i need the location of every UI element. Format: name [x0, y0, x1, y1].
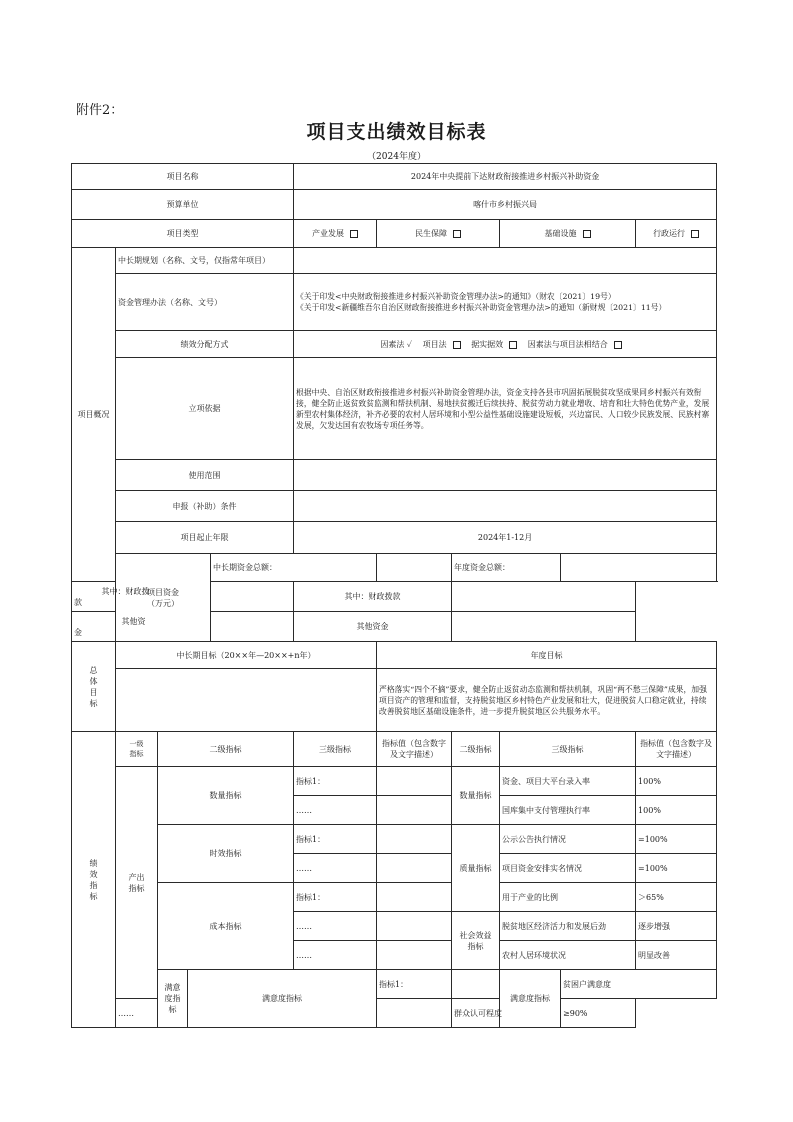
right-item-name: 群众认可程度: [452, 999, 561, 1028]
basis-label: 立项依据: [116, 358, 294, 460]
quantity-item-1: 指标1：: [294, 767, 377, 796]
period-value[interactable]: 2024年1-12月: [294, 522, 717, 554]
right-satisfaction-label: 满意度指标: [500, 970, 561, 1028]
satisfaction-item-more: ……: [116, 999, 158, 1028]
funds-method-value[interactable]: 《关于印发<中央财政衔接推进乡村振兴补助资金管理办法>的通知》（财农〔2021〕19号） 《关于印发<新疆维吾尔自治区财政衔接推进乡村振兴补助资金管理办法>的通知（新财规〔2021〕11号）: [294, 274, 717, 331]
project-overview-label: 项目概况: [72, 248, 116, 582]
level3-header: 三级指标: [294, 732, 377, 767]
cost-item-more-value[interactable]: [377, 912, 452, 941]
type-option-infrastructure[interactable]: 基础设施: [500, 220, 636, 248]
mid-fiscal-value[interactable]: [211, 582, 294, 612]
allocation-option-project[interactable]: 项目法: [423, 340, 461, 349]
right-quality-label: 质量指标: [452, 825, 500, 912]
right-item-name: 公示公告执行情况: [500, 825, 636, 854]
checkbox-icon: [509, 341, 517, 349]
year-goal-label: 年度目标: [377, 642, 717, 669]
satisfaction-indicator-label: 满意度指标: [188, 970, 377, 1028]
level2-header: 二级指标: [158, 732, 294, 767]
cost-item-more-2: ……: [294, 941, 377, 970]
plan-label: 中长期规划（名称、文号，仅指常年项目）: [116, 248, 294, 274]
right-item-name: 项目资金安排实名情况: [500, 854, 636, 883]
right-item-value[interactable]: =100%: [636, 825, 717, 854]
plan-value[interactable]: [294, 248, 717, 274]
scope-label: 使用范围: [116, 460, 294, 491]
timeliness-item-more: ……: [294, 854, 377, 883]
right-item-value[interactable]: 100%: [636, 796, 717, 825]
allocation-label: 绩效分配方式: [116, 331, 294, 358]
type-option-admin[interactable]: 行政运行: [636, 220, 717, 248]
overall-goals-label: 总 体 目 标: [72, 642, 116, 732]
mid-total-value[interactable]: [377, 554, 452, 582]
year-label: （2024年度）: [367, 152, 426, 162]
right-social-label: 社会效益 指标: [452, 912, 500, 970]
timeliness-item-1-value[interactable]: [377, 825, 452, 854]
satisfaction-item-more-value[interactable]: [377, 999, 452, 1028]
mid-other-value[interactable]: [211, 612, 294, 642]
type-option-industry[interactable]: 产业发展: [294, 220, 377, 248]
budget-unit-label: 预算单位: [72, 190, 294, 220]
right-item-name: 资金、项目大平台录入率: [500, 767, 636, 796]
budget-unit-value: 喀什市乡村振兴局: [294, 190, 717, 220]
right-item-name: 贫困户满意度: [561, 970, 717, 999]
year-other-label: 其他资金: [294, 612, 452, 642]
mid-fiscal-label: 其中：财政拨 款: [72, 582, 158, 612]
right-item-value[interactable]: 逐步增强: [636, 912, 717, 941]
project-type-label: 项目类型: [72, 220, 294, 248]
allocation-option-combined[interactable]: 因素法与项目法相结合: [528, 340, 622, 349]
performance-table: [71, 163, 717, 1028]
mid-goal-value[interactable]: [116, 669, 377, 732]
indicators-label: 绩 效 指 标: [72, 732, 116, 1028]
checkbox-icon: [614, 341, 622, 349]
project-name-label: 项目名称: [72, 164, 294, 190]
value-header: 指标值（包含数字 及文字描述）: [377, 732, 452, 767]
level1-header: 一级 指标: [116, 732, 158, 767]
allocation-options: 因素法 ✓ 项目法 据实据效 因素法与项目法相结合: [294, 331, 717, 358]
right-value-header: 指标值（包含数字及文字描述）: [636, 732, 717, 767]
quantity-item-1-value[interactable]: [377, 767, 452, 796]
mid-total-label: 中长期资金总额：: [211, 554, 377, 582]
condition-label: 申报（补助）条件: [116, 491, 294, 522]
checkbox-icon: [453, 230, 461, 238]
year-total-value[interactable]: [561, 554, 717, 582]
timeliness-item-more-value[interactable]: [377, 854, 452, 883]
checkbox-icon: [453, 341, 461, 349]
cost-item-1: 指标1：: [294, 883, 377, 912]
checkbox-icon: [691, 230, 699, 238]
right-level2-header: 二级指标: [452, 732, 500, 767]
right-item-value[interactable]: 100%: [636, 767, 717, 796]
cost-item-more: ……: [294, 912, 377, 941]
year-fiscal-value[interactable]: [452, 582, 636, 612]
year-fiscal-label: 其中：财政拨款: [294, 582, 452, 612]
cost-item-1-value[interactable]: [377, 883, 452, 912]
right-level3-header: 三级指标: [500, 732, 636, 767]
cost-indicator-label: 成本指标: [158, 883, 294, 970]
condition-value[interactable]: [294, 491, 717, 522]
mid-other-label: 其他资 金: [72, 612, 158, 642]
funds-label: 项目资金 （万元）: [116, 554, 211, 642]
right-item-name: 脱贫地区经济活力和发展后劲: [500, 912, 636, 941]
right-quantity-label: 数量指标: [452, 767, 500, 825]
basis-text[interactable]: 根据中央、自治区财政衔接推进乡村振兴补助资金管理办法，资金支持各县市巩固拓展脱贫攻坚成果同乡村振兴有效衔接，健全防止返贫致贫监测和帮扶机制、易地扶贫搬迁后续扶持、脱贫劳动力就业增收、培育和壮大特色优势产业，发展新型农村集体经济，补齐必要的农村人居环境和小型公益性基础设施建设短板，兴边富民、人口较少民族发展、民族村寨发展，欠发达国有农牧场专项任务等。: [294, 358, 717, 460]
timeliness-item-1: 指标1：: [294, 825, 377, 854]
period-label: 项目起止年限: [116, 522, 294, 554]
cost-item-more-2-value[interactable]: [377, 941, 452, 970]
mid-goal-label: 中长期目标（20××年—20××+n年）: [116, 642, 377, 669]
satisfaction-level1-label: 满意 度指 标: [158, 970, 188, 1028]
satisfaction-item-1-value[interactable]: [452, 970, 500, 999]
page-title: 项目支出绩效目标表: [306, 121, 487, 143]
right-item-name: 用于产业的比例: [500, 883, 636, 912]
type-option-livelihood[interactable]: 民生保障: [377, 220, 500, 248]
checkbox-icon: [583, 230, 591, 238]
quantity-item-more-value[interactable]: [377, 796, 452, 825]
quantity-indicator-label: 数量指标: [158, 767, 294, 825]
checkbox-icon: [350, 230, 358, 238]
funds-method-label: 资金管理办法（名称、文号）: [116, 274, 294, 331]
satisfaction-item-1: 指标1：: [377, 970, 452, 999]
project-name-value: 2024年中央提前下达财政衔接推进乡村振兴补助资金: [294, 164, 717, 190]
right-item-value[interactable]: 明显改善: [636, 941, 717, 970]
year-goal-text[interactable]: 严格落实“四个不摘”要求，健全防止返贫动态监测和帮扶机制，巩固“两不愁三保障”成果，加强项目资产的管理和监督，支持脱贫地区乡村特色产业发展和壮大，促进脱贫人口稳定就业，持续改善脱贫地区基础设施条件，进一步提升脱贫地区公共服务水平。: [377, 669, 717, 732]
allocation-option-actual[interactable]: 据实据效: [471, 340, 517, 349]
right-item-name: 农村人居环境状况: [500, 941, 636, 970]
right-item-value[interactable]: ＞65%: [636, 883, 717, 912]
quantity-item-more: ……: [294, 796, 377, 825]
scope-value[interactable]: [294, 460, 717, 491]
year-total-label: 年度资金总额：: [452, 554, 561, 582]
timeliness-indicator-label: 时效指标: [158, 825, 294, 883]
year-other-value[interactable]: [452, 612, 636, 642]
right-item-name: 国库集中支付管理执行率: [500, 796, 636, 825]
attachment-label: 附件2：: [76, 103, 124, 118]
right-item-value[interactable]: =100%: [636, 854, 717, 883]
right-item-value[interactable]: ≥90%: [561, 999, 636, 1028]
output-indicators-label: 产出 指标: [116, 767, 158, 999]
